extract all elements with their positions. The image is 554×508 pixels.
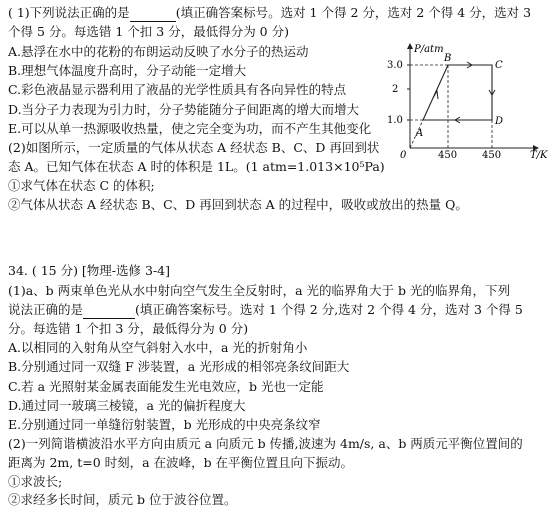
origin-label: 0 xyxy=(400,150,407,160)
point-label-A: A xyxy=(416,128,424,139)
q33-part2-line3: ①求气体在状态 C 的体积; xyxy=(8,178,155,193)
q33-option-e: E.可以从单一热源吸收热量，使之完全变为功，而不产生其他变化 xyxy=(8,121,372,136)
y-axis-label: P/atm xyxy=(414,44,444,55)
q34-part1-intro-line1: (1)a、b 两束单色光从水中射向空气发生全反射时，a 光的临界角大于 b 光的临界角，下列 xyxy=(8,283,511,298)
q33-part1-intro-a: ( 1)下列说法正确的是 xyxy=(8,5,130,20)
pressure-temperature-graph xyxy=(380,40,550,160)
q34-part2-line4: ②求经多长时间，质元 b 位于波谷位置。 xyxy=(8,492,237,507)
point-label-C: C xyxy=(495,60,503,71)
q33-option-c: C.彩色液晶显示器利用了液晶的光学性质具有各向异性的特点 xyxy=(8,82,347,97)
x-tick-D: 450 xyxy=(482,150,502,160)
q33-part2-line1: (2)如图所示，一定质量的气体从状态 A 经状态 B、C、D 再回到状 xyxy=(8,140,380,155)
q33-part1-intro-line2: 个得 5 分。每选错 1 个扣 3 分，最低得分为 0 分) xyxy=(8,24,289,39)
q34-part1-intro-b: 说法正确的是 xyxy=(8,302,84,317)
q33-part2-line2: 态 A。已知气体在状态 A 时的体积是 1L。(1 atm=1.013×10⁵Pa) xyxy=(8,159,385,174)
y-tick-1: 1.0 xyxy=(387,115,403,126)
q34-part1-intro-line2 xyxy=(8,301,523,319)
q34-option-b: B.分别通过同一双缝 F 涉装置，a 光形成的相邻亮条纹间距大 xyxy=(8,359,350,374)
q34-option-e: E.分别通过同一单缝衍射装置，b 光形成的中央亮条纹窄 xyxy=(8,417,321,432)
q34-part2-line2: 距离为 2m, t=0 时刻，a 在波峰，b 在平衡位置且向下振动。 xyxy=(8,455,354,470)
q33-option-b: B.理想气体温度升高时，分子动能一定增大 xyxy=(8,63,247,78)
x-axis-label: T/K xyxy=(530,150,548,160)
answer-blank xyxy=(130,4,176,22)
answer-blank xyxy=(83,301,135,319)
q34-part1-intro-c: (填正确答案标号。选对 1 个得 2 分,选对 2 个得 4 分，选对 3 个得 5 xyxy=(135,302,523,317)
q34-option-c: C.若 a 光照射某金属表面能发生光电效应，b 光也一定能 xyxy=(8,379,324,394)
q34-option-a: A.以相同的入射角从空气斜射入水中，a 光的折射角小 xyxy=(8,340,308,355)
q34-part1-intro-line3: 分。每选错 1 个扣 3 分，最低得分为 0 分) xyxy=(8,321,249,336)
process-path xyxy=(423,65,492,120)
q34-part2-line3: ①求波长; xyxy=(8,474,63,489)
q33-option-d: D.当分子力表现为引力时，分子势能随分子间距离的增大而增大 xyxy=(8,102,360,117)
point-label-B: B xyxy=(444,53,452,64)
q33-part1-intro-line1 xyxy=(8,4,531,22)
q33-part2-line4: ②气体从状态 A 经状态 B、C、D 再回到状态 A 的过程中，吸收或放出的热量 Q。 xyxy=(8,197,468,212)
x-tick-B: 450 xyxy=(438,150,458,160)
q33-part1-intro-b: (填正确答案标号。选对 1 个得 2 分，选对 2 个得 4 分，选对 3 xyxy=(175,5,532,20)
q34-option-d: D.通过同一玻璃三棱镜，a 光的偏折程度大 xyxy=(8,398,246,413)
q33-option-a: A.悬浮在水中的花粉的布朗运动反映了水分子的热运动 xyxy=(8,44,309,59)
point-label-D: D xyxy=(495,116,504,127)
q34-part2-line1: (2)一列简谐横波沿水平方向由质元 a 向质元 b 传播,波速为 4m/s, a、b 两质元平衡位置间的 xyxy=(8,436,523,451)
q34-header: 34. ( 15 分) [物理-选修 3-4] xyxy=(8,263,171,278)
y-tick-2: 2 xyxy=(392,84,399,95)
y-tick-3: 3.0 xyxy=(387,60,403,71)
